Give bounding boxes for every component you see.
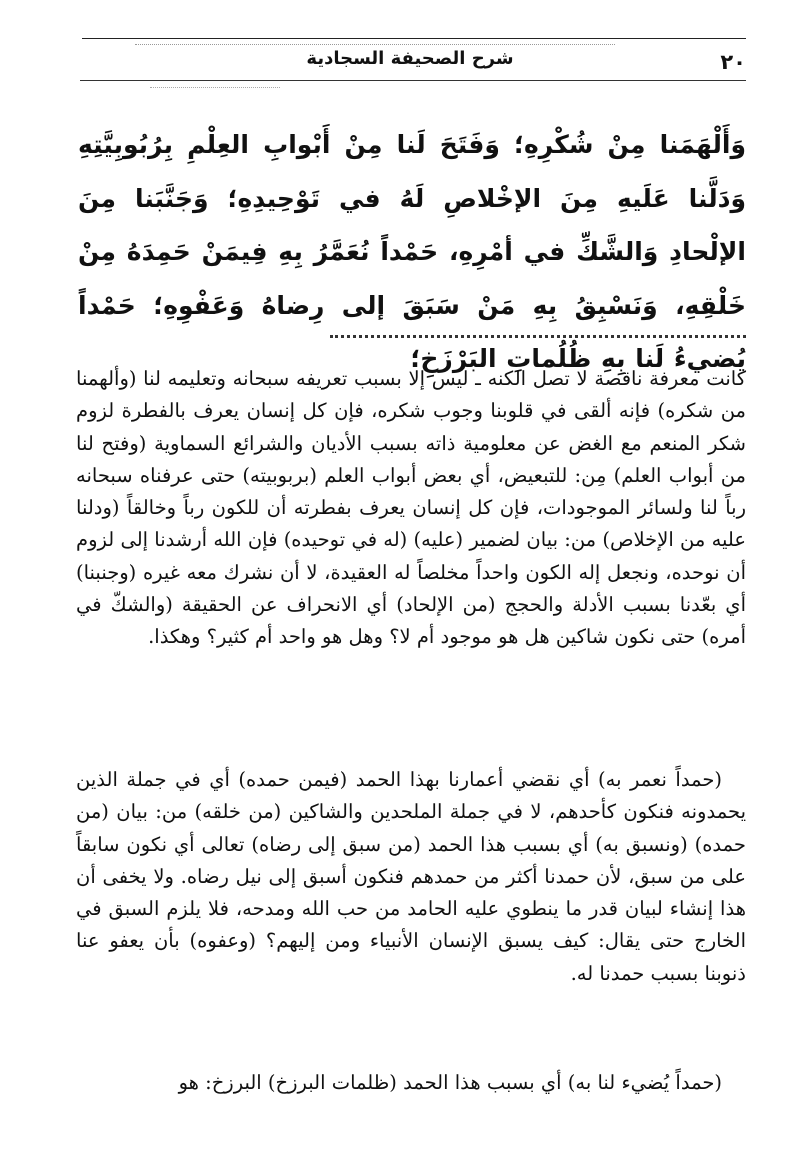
running-title: شرح الصحيفة السجادية	[306, 48, 514, 69]
commentary-block-2	[76, 764, 746, 990]
commentary-block-1	[76, 363, 746, 654]
supplication-text	[78, 118, 746, 386]
commentary-paragraph: كانت معرفة ناقصة لا تصل الكنه ـ ليس إلا بسبب تعريفه سبحانه وتعليمه لنا (وألهمنا من شكره) فإنه ألقى في قلوبنا وجوب شكره، فإن كل إنسان يعرف بالفطرة لزوم شكر المنعم مع الغض عن معلومية ذاته بسبب الأديان والشرائع السماوية (وفتح لنا من أبواب العلم) مِن: للتبعيض، أي بعض أبواب العلم (بربوبيته) حتى عرفناه سبحانه رباً لنا ولسائر الموجودات، فإن كل إنسان يعرف بفطرته أن للكون رباً وخالقاً (ودلنا عليه من الإخلاص) من: بيان لضمير (عليه) (له في توحيده) فإن الله أرشدنا إلى لزوم أن نوحده، ونجعل إله الكون واحداً مخلصاً له العقيدة، لا أن نشرك معه غيره (وجنبنا) أي بعّدنا بسبب الأدلة والحجج (من الإلحاد) أي الانحراف عن الحقيقة (والشكّ في أمره) حتى نكون شاكين هل هو موجود أم لا؟ وهل هو واحد أم كثير؟ وهكذا.	[76, 367, 746, 649]
page-number: ٢٠	[720, 50, 746, 74]
commentary-block-3	[76, 1067, 746, 1099]
commentary-paragraph: (حمداً نعمر به) أي نقضي أعمارنا بهذا الحمد (فيمن حمده) أي في جملة الذين يحمدونه فنكون كأحدهم، لا في جملة الملحدين والشاكين (من خلقه) من: بيان (من حمده) (ونسبق به) أي بسبب هذا الحمد (من سبق إلى رضاه) تعالى أي نكون سابقاً على من سبق، لأن حمدنا أكثر من حمدهم فنكون أسبق إلى نيل رضاه. ولا يخفى أن هذا إنشاء لبيان قدر ما ينطوي عليه الحامد من حب الله ومدحه، فلا يلزم السبق في الخارج حتى يقال: كيف يسبق الإنسان الأنبياء ومن إليهم؟ (وعفوه) بأن يعفو عنا ذنوبنا بسبب حمدنا له.	[76, 768, 746, 985]
header-top-rule-faint	[135, 44, 615, 45]
header-bottom-rule	[80, 80, 746, 81]
header-bottom-rule-faint	[150, 87, 280, 88]
header-top-rule	[82, 38, 746, 39]
dotted-separator	[330, 335, 746, 338]
commentary-paragraph: (حمداً يُضيء لنا به) أي بسبب هذا الحمد (ظلمات البرزخ) البرزخ: هو	[178, 1071, 722, 1094]
supplication-paragraph: وَأَلْهَمَنا مِنْ شُكْرِهِ؛ وَفَتَحَ لَنا مِنْ أَبْوابِ العِلْمِ بِرُبُوبِيَّتِهِ وَدَلَّنا عَلَيهِ مِنَ الإخْلاصِ لَهُ في تَوْحِيدِهِ؛ وَجَنَّبَنا مِنَ الإلْحادِ وَالشَّكِّ في أمْرِهِ، حَمْداً نُعَمَّرُ بِهِ فِيمَنْ حَمِدَهُ مِنْ خَلْقِهِ، وَنَسْبِقُ بِهِ مَنْ سَبَقَ إلى رِضاهُ وَعَفْوِهِ؛ حَمْداً يُضيءُ لَنا بِهِ ظُلُماتِ البَرْزَخِ؛	[78, 130, 746, 373]
